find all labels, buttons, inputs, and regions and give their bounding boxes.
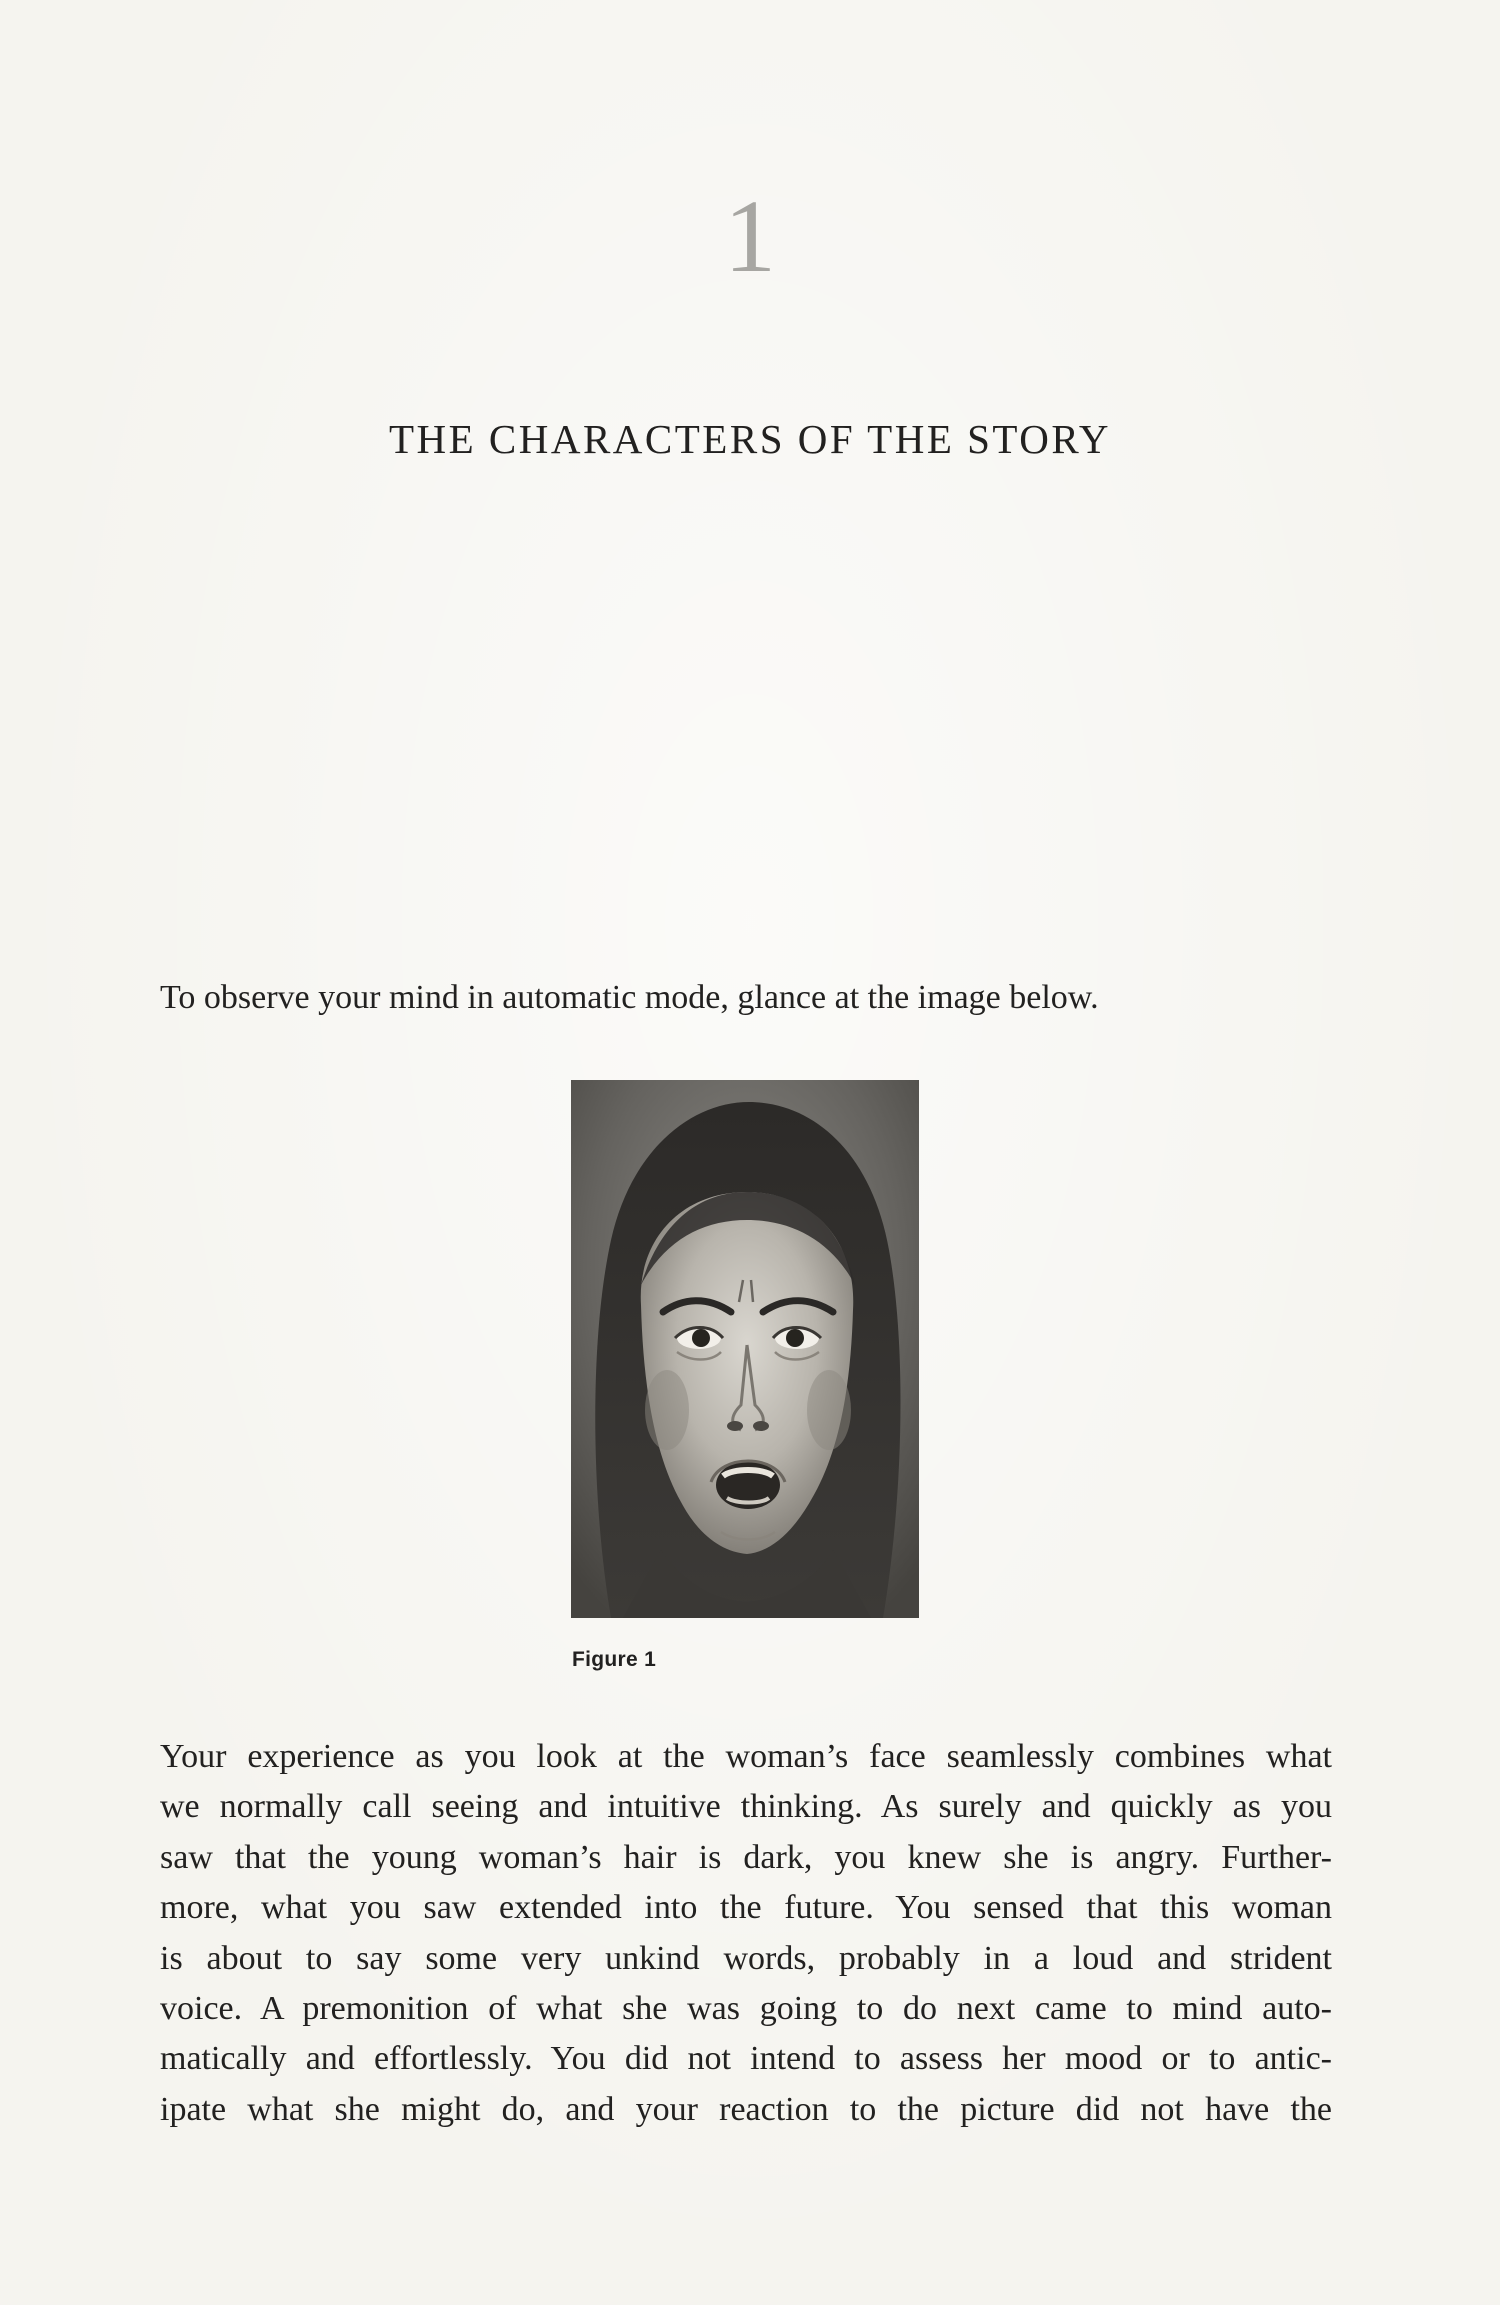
body-line: voice. A premonition of what she was going to do next came to mind auto-	[160, 1990, 1332, 2028]
body-line: saw that the young woman’s hair is dark, you knew she is angry. Further-	[160, 1838, 1332, 1876]
angry-woman-face-photo	[571, 1080, 919, 1618]
body-line: we normally call seeing and intuitive thinking. As surely and quickly as you	[160, 1788, 1332, 1826]
body-line: more, what you saw extended into the future. You sensed that this woman	[160, 1889, 1332, 1927]
figure-caption: Figure 1	[572, 1648, 657, 1671]
body-line: matically and effortlessly. You did not intend to assess her mood or to antic-	[160, 2040, 1332, 2078]
chapter-title: THE CHARACTERS OF THE STORY	[388, 416, 1112, 462]
body-line: is about to say some very unkind words, probably in a loud and strident	[160, 1939, 1332, 1977]
body-paragraph	[160, 1732, 1332, 2135]
body-line: ipate what she might do, and your reaction to the picture did not have the	[160, 2090, 1332, 2128]
intro-paragraph: To observe your mind in automatic mode, glance at the image below.	[160, 979, 1099, 1016]
body-line: Your experience as you look at the woman’s face seamlessly combines what	[160, 1738, 1332, 1775]
chapter-number: 1	[724, 179, 776, 294]
